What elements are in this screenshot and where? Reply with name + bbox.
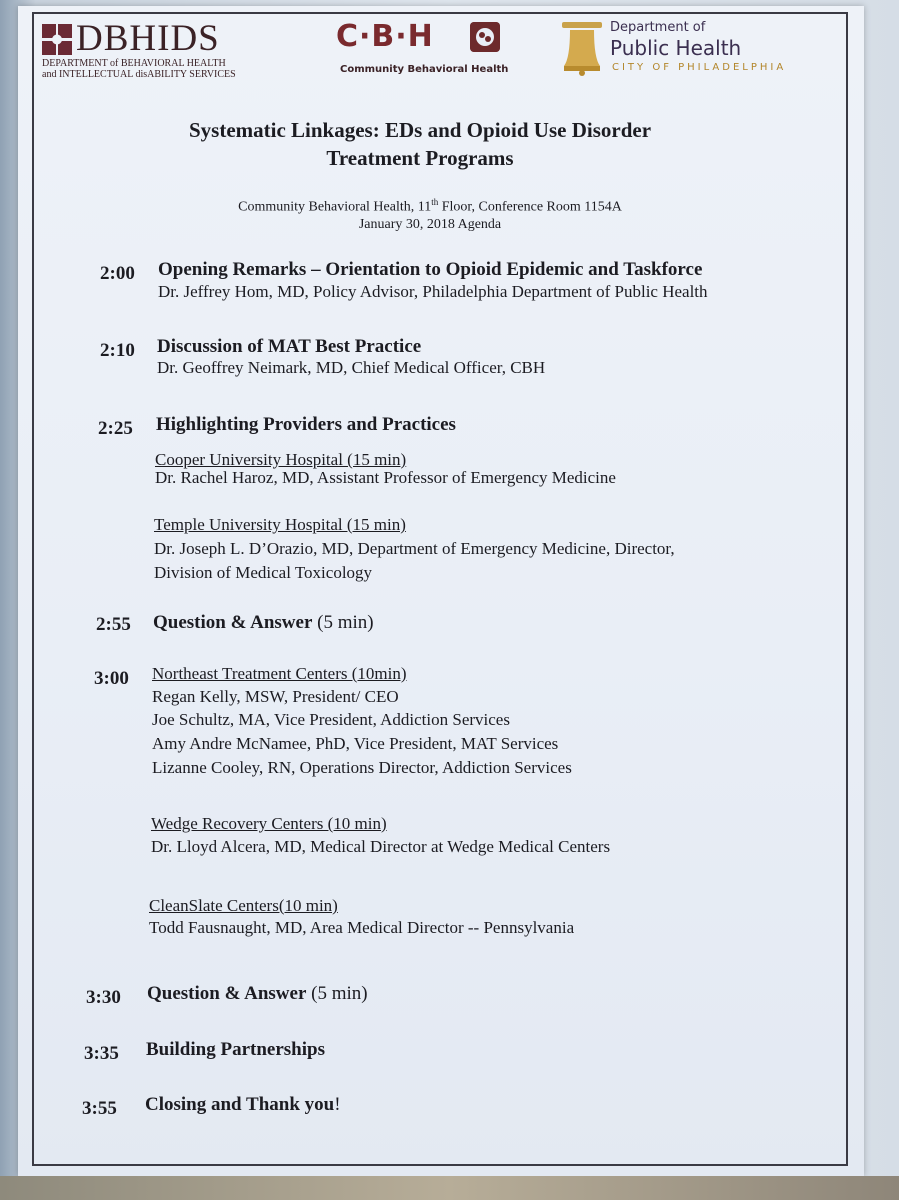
agenda-item-title: Opening Remarks – Orientation to Opioid Epidemic and Taskforce bbox=[158, 259, 703, 280]
provider-heading: Temple University Hospital (15 min) bbox=[154, 515, 406, 534]
agenda-item-title-text: Question & Answer bbox=[147, 983, 307, 1004]
agenda-paper bbox=[18, 6, 864, 1176]
agenda-item-title bbox=[147, 983, 368, 1005]
agenda-item-title-text: Closing and Thank you bbox=[145, 1094, 335, 1115]
dph-line2: Public Health bbox=[610, 36, 742, 60]
dph-line3: CITY OF PHILADELPHIA bbox=[612, 62, 787, 73]
agenda-speaker: Dr. Lloyd Alcera, MD, Medical Director at Wedge Medical Centers bbox=[151, 837, 611, 856]
agenda-item-title: Building Partnerships bbox=[146, 1039, 325, 1060]
agenda-time: 2:25 bbox=[98, 418, 133, 439]
agenda-time: 2:00 bbox=[100, 263, 135, 284]
agenda-speaker: Dr. Jeffrey Hom, MD, Policy Advisor, Philadelphia Department of Public Health bbox=[158, 282, 708, 301]
dbhids-subtitle-line2: and INTELLECTUAL disABILITY SERVICES bbox=[42, 69, 236, 80]
location-text: Community Behavioral Health, 11 bbox=[238, 199, 432, 215]
agenda-time: 2:55 bbox=[96, 614, 131, 635]
agenda-item-note: ! bbox=[334, 1094, 341, 1115]
dph-line1: Department of bbox=[610, 20, 706, 35]
dbhids-subtitle-line1: DEPARTMENT of BEHAVIORAL HEALTH bbox=[42, 58, 226, 69]
agenda-time: 3:30 bbox=[86, 987, 121, 1008]
agenda-speaker: Todd Fausnaught, MD, Area Medical Director -- Pennsylvania bbox=[149, 918, 575, 937]
agenda-item-note: (5 min) bbox=[312, 612, 374, 633]
dbhids-logo-icon bbox=[42, 24, 72, 56]
agenda-speaker: Joe Schultz, MA, Vice President, Addiction Services bbox=[152, 710, 510, 729]
agenda-time: 3:35 bbox=[84, 1043, 119, 1064]
provider-heading: CleanSlate Centers(10 min) bbox=[149, 896, 338, 915]
dbhids-logo-text: DBHIDS bbox=[76, 18, 220, 59]
agenda-item-note: (5 min) bbox=[306, 983, 368, 1004]
provider-heading: Cooper University Hospital (15 min) bbox=[155, 450, 407, 469]
agenda-item-title bbox=[153, 612, 374, 634]
dbhids-subtitle bbox=[42, 58, 236, 80]
meeting-date: January 30, 2018 Agenda bbox=[358, 217, 502, 232]
cbh-subtitle: Community Behavioral Health bbox=[340, 64, 509, 75]
agenda-speaker: Regan Kelly, MSW, President/ CEO bbox=[152, 687, 399, 706]
agenda-speaker: Amy Andre McNamee, PhD, Vice President, MAT Services bbox=[152, 734, 559, 753]
cbh-logo-icon bbox=[470, 22, 500, 52]
agenda-speaker: Dr. Geoffrey Neimark, MD, Chief Medical Officer, CBH bbox=[157, 358, 546, 377]
meeting-location bbox=[150, 197, 710, 216]
provider-heading: Wedge Recovery Centers (10 min) bbox=[151, 814, 387, 833]
cbh-logo-text: C·B·H bbox=[336, 19, 434, 54]
agenda-item-title bbox=[145, 1094, 341, 1116]
location-text-end: Floor, Conference Room 1154A bbox=[438, 199, 622, 215]
agenda-item-title: Discussion of MAT Best Practice bbox=[157, 336, 422, 357]
agenda-time: 3:00 bbox=[94, 668, 129, 689]
agenda-title-line2: Treatment Programs bbox=[326, 146, 514, 170]
agenda-title-line1: Systematic Linkages: EDs and Opioid Use Disorder bbox=[188, 118, 652, 142]
agenda-speaker: Dr. Joseph L. D’Orazio, MD, Department of Emergency Medicine, Director, bbox=[154, 539, 675, 558]
table-surface bbox=[0, 1176, 899, 1200]
agenda-item-title-text: Question & Answer bbox=[153, 612, 313, 633]
agenda-speaker: Division of Medical Toxicology bbox=[154, 563, 373, 582]
agenda-speaker: Lizanne Cooley, RN, Operations Director, Addiction Services bbox=[152, 758, 572, 777]
location-superscript: th bbox=[431, 197, 439, 207]
agenda-speaker: Dr. Rachel Haroz, MD, Assistant Professor of Emergency Medicine bbox=[155, 468, 616, 487]
liberty-bell-icon bbox=[560, 18, 604, 76]
agenda-time: 3:55 bbox=[82, 1098, 117, 1119]
agenda-time: 2:10 bbox=[100, 340, 135, 361]
provider-heading: Northeast Treatment Centers (10min) bbox=[152, 664, 407, 683]
agenda-item-title: Highlighting Providers and Practices bbox=[156, 414, 456, 435]
